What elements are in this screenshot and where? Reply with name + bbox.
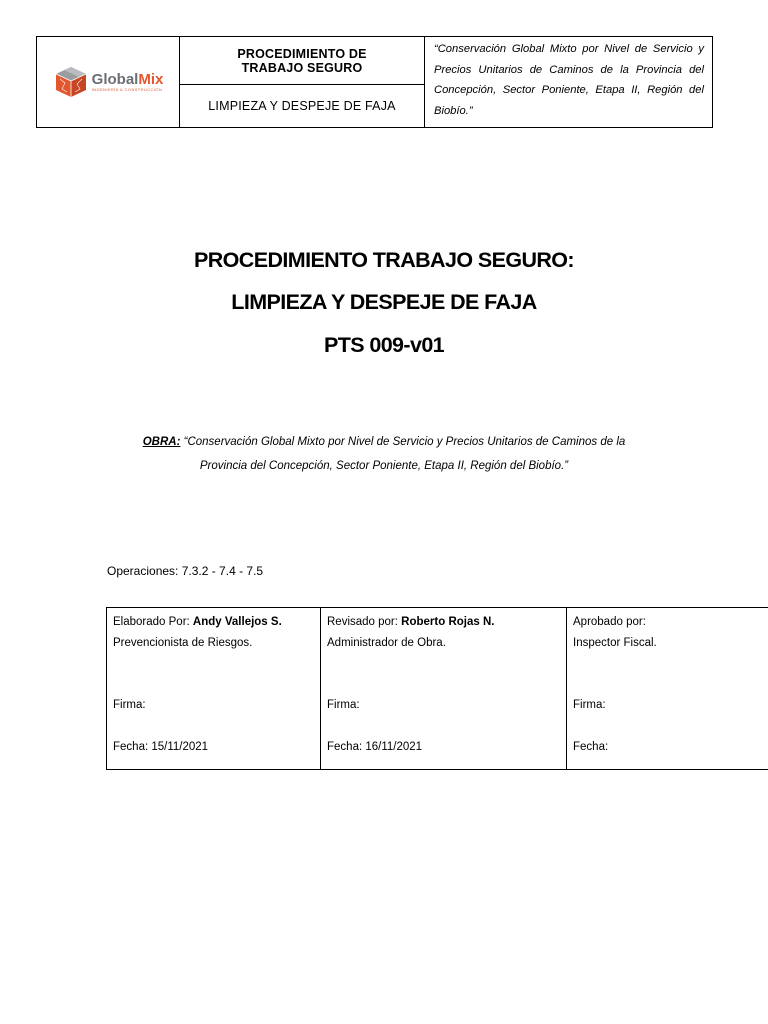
project-description: “Conservación Global Mixto por Nivel de Servicio y Precios Unitarios de Caminos de la Provincia del Concepción, Sector Poniente, Etapa II, Región del Biobío.” [434, 43, 704, 117]
logo-cell [37, 37, 180, 127]
signer-position: Prevencionista de Riesgos. [113, 637, 253, 649]
logo-wordmark: GlobalMix [91, 70, 164, 88]
document-type: PROCEDIMIENTO DE TRABAJO SEGURO [180, 37, 424, 85]
title-line-3: PTS 009-v01 [323, 333, 445, 357]
signer-name: Andy Vallejos S. [192, 616, 282, 628]
obra-text-line-2: Provincia del Concepción, Sector Poniente, Etapa II, Región del Biobío.” [199, 460, 569, 472]
document-subject: LIMPIEZA Y DESPEJE DE FAJA [208, 99, 396, 113]
title-line-1: PROCEDIMIENTO TRABAJO SEGURO: [194, 248, 574, 272]
obra-text-line-1: “Conservación Global Mixto por Nivel de Servicio y Precios Unitarios de Caminos de la [183, 436, 626, 448]
signer-position: Administrador de Obra. [327, 637, 446, 649]
logo-tagline: INGENIERÍA & CONSTRUCCIÓN [91, 86, 163, 92]
fecha-label: Fecha: 16/11/2021 [327, 741, 423, 753]
cube-logo-icon [53, 65, 89, 99]
role-label: Aprobado por: [573, 616, 646, 628]
signature-column-revisado [320, 608, 566, 769]
fecha-label: Fecha: [573, 741, 609, 753]
signature-table [106, 607, 768, 770]
obra-label: OBRA: [142, 436, 181, 448]
role-label: Revisado por: [327, 616, 398, 628]
firma-label: Firma: [327, 699, 360, 711]
company-logo [53, 65, 164, 99]
signer-name: Roberto Rojas N. [401, 616, 495, 628]
role-label: Elaborado Por: [113, 616, 190, 628]
signature-column-elaborado [107, 608, 320, 769]
fecha-label: Fecha: 15/11/2021 [113, 741, 209, 753]
firma-label: Firma: [573, 699, 606, 711]
operaciones: Operaciones: 7.3.2 - 7.4 - 7.5 [107, 564, 264, 578]
firma-label: Firma: [113, 699, 146, 711]
title-line-2: LIMPIEZA Y DESPEJE DE FAJA [231, 290, 537, 314]
obra-block [100, 430, 668, 478]
signature-column-aprobado [566, 608, 768, 769]
document-header [36, 36, 713, 128]
signer-position: Inspector Fiscal. [573, 637, 657, 649]
